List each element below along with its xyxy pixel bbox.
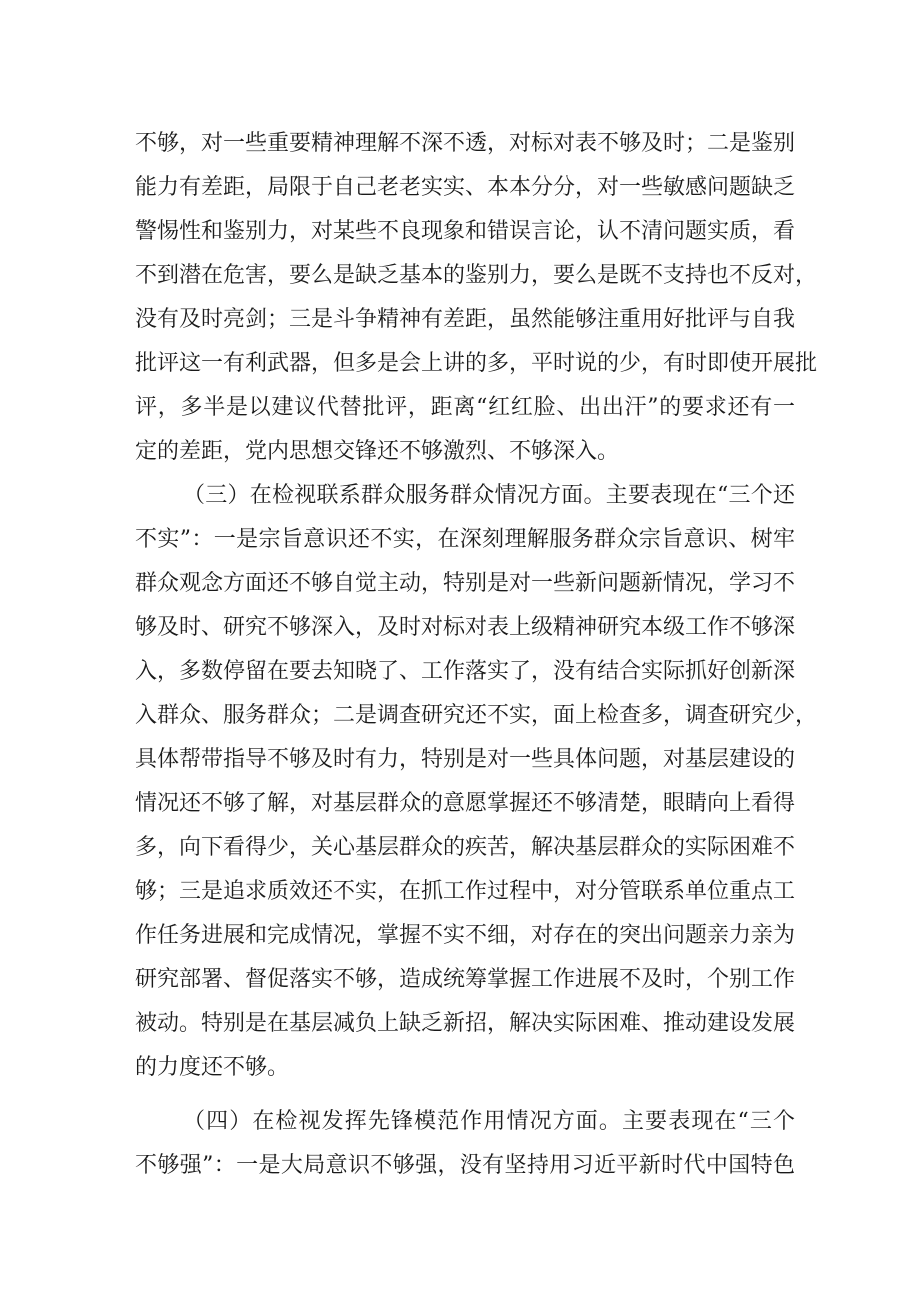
text-line: 不够，对一些重要精神理解不深不透，对标对表不够及时；二是鉴别 xyxy=(135,131,796,156)
text-line: 警惕性和鉴别力，对某些不良现象和错误言论，认不清问题实质，看 xyxy=(135,219,796,244)
paragraph-gap xyxy=(135,1090,795,1100)
text-line: 群众观念方面还不够自觉主动，特别是对一些新问题新情况，学习不 xyxy=(135,571,796,596)
text-line: 不实”：一是宗旨意识还不实，在深刻理解服务群众宗旨意识、树牢 xyxy=(135,527,795,552)
section-three-heading-line: （三）在检视联系群众服务群众情况方面。主要表现在“三个还 xyxy=(183,483,795,508)
text-line: 不到潜在危害，要么是缺乏基本的鉴别力，要么是既不支持也不反对， xyxy=(135,263,818,288)
document-body xyxy=(135,122,818,1188)
text-line: 没有及时亮剑；三是斗争精神有差距，虽然能够注重用好批评与自我 xyxy=(135,307,796,332)
text-line: 入，多数停留在要去知晓了、工作落实了，没有结合实际抓好创新深 xyxy=(135,659,796,684)
text-line: 批评这一有利武器，但多是会上讲的多，平时说的少，有时即使开展批 xyxy=(135,351,818,376)
text-line: 的力度还不够。 xyxy=(135,1055,290,1080)
text-line: 作任务进展和完成情况，掌握不实不细，对存在的突出问题亲力亲为 xyxy=(135,923,796,948)
text-line: 不够强”：一是大局意识不够强，没有坚持用习近平新时代中国特色 xyxy=(135,1153,795,1178)
text-line: 定的差距，党内思想交锋还不够激烈、不够深入。 xyxy=(135,439,620,464)
text-line: 评，多半是以建议代替批评，距离“红红脸、出出汗”的要求还有一 xyxy=(135,395,795,420)
paragraph-continuation xyxy=(135,122,818,474)
paragraph-section-four xyxy=(135,1100,795,1188)
text-line: 能力有差距，局限于自己老老实实、本本分分，对一些敏感问题缺乏 xyxy=(135,175,796,200)
paragraph-section-three xyxy=(135,474,818,1090)
text-line: 研究部署、督促落实不够，造成统筹掌握工作进展不及时，个别工作 xyxy=(135,967,796,992)
text-line: 具体帮带指导不够及时有力，特别是对一些具体问题，对基层建设的 xyxy=(135,747,796,772)
section-four-heading-line: （四）在检视发挥先锋模范作用情况方面。主要表现在“三个 xyxy=(183,1109,795,1134)
text-line: 够及时、研究不够深入，及时对标对表上级精神研究本级工作不够深 xyxy=(135,615,796,640)
text-line: 多，向下看得少，关心基层群众的疾苦，解决基层群众的实际困难不 xyxy=(135,835,796,860)
text-line: 被动。特别是在基层减负上缺乏新招，解决实际困难、推动建设发展 xyxy=(135,1011,796,1036)
text-line: 入群众、服务群众；二是调查研究还不实，面上检查多，调查研究少， xyxy=(135,703,818,728)
text-line: 情况还不够了解，对基层群众的意愿掌握还不够清楚，眼睛向上看得 xyxy=(135,791,796,816)
text-line: 够；三是追求质效还不实，在抓工作过程中，对分管联系单位重点工 xyxy=(135,879,796,904)
